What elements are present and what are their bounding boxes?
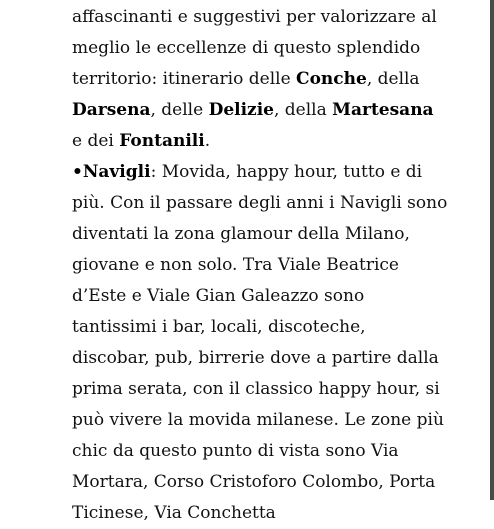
text-run: giovane e non solo. Tra Viale Beatrice [72,255,399,275]
body-text [72,2,448,529]
text-run: . [204,131,211,151]
text-run: tantissimi i bar, locali, discoteche, [72,317,366,337]
text-line [72,343,439,374]
text-run: meglio le eccellenze di questo splendido [72,38,421,58]
text-run: può vivere la movida milanese. Le zone più [72,410,444,430]
page-edge-divider [490,0,494,500]
text-line [72,2,437,33]
bold-term-conche: Conche [296,69,367,89]
bold-term-delizie: Delizie [208,100,274,120]
text-line [72,405,444,436]
text-line [72,436,422,467]
text-line [72,64,422,95]
text-run: : Movida, happy hour, tutto e di [150,162,423,182]
text-line [72,250,422,281]
text-line [72,312,422,343]
text-run: , della [273,100,333,120]
text-line [72,467,436,498]
text-line [72,126,422,157]
text-line [72,157,422,188]
text-line-cut-off [72,498,422,529]
text-line [72,188,448,219]
text-run: discobar, pub, birrerie dove a partire dalla [72,348,439,368]
text-run: e dei [72,131,120,151]
text-run: territorio: itinerario delle [72,69,297,89]
text-run: , delle [150,100,209,120]
text-run: , della [366,69,420,89]
text-run: diventati la zona glamour della Milano, [72,224,410,244]
text-run: chic da questo punto di vista sono Via [72,441,399,461]
text-line [72,95,434,126]
text-run: prima serata, con il classico happy hour, si [72,379,440,399]
bullet-heading-navigli: •Navigli [72,162,151,182]
bold-term-fontanili: Fontanili [119,131,205,151]
text-run: d’Este e Viale Gian Galeazzo sono [72,286,365,306]
text-line [72,281,422,312]
text-line [72,219,422,250]
text-run: Ticinese, Via Conchetta [72,503,276,523]
text-line [72,374,440,405]
text-run: affascinanti e suggestivi per valorizzare al [72,7,437,27]
text-run: Mortara, Corso Cristoforo Colombo, Porta [72,472,436,492]
bold-term-darsena: Darsena [72,100,151,120]
text-line [72,33,422,64]
text-run: più. Con il passare degli anni i Navigli sono [72,193,448,213]
bold-term-martesana: Martesana [332,100,434,120]
